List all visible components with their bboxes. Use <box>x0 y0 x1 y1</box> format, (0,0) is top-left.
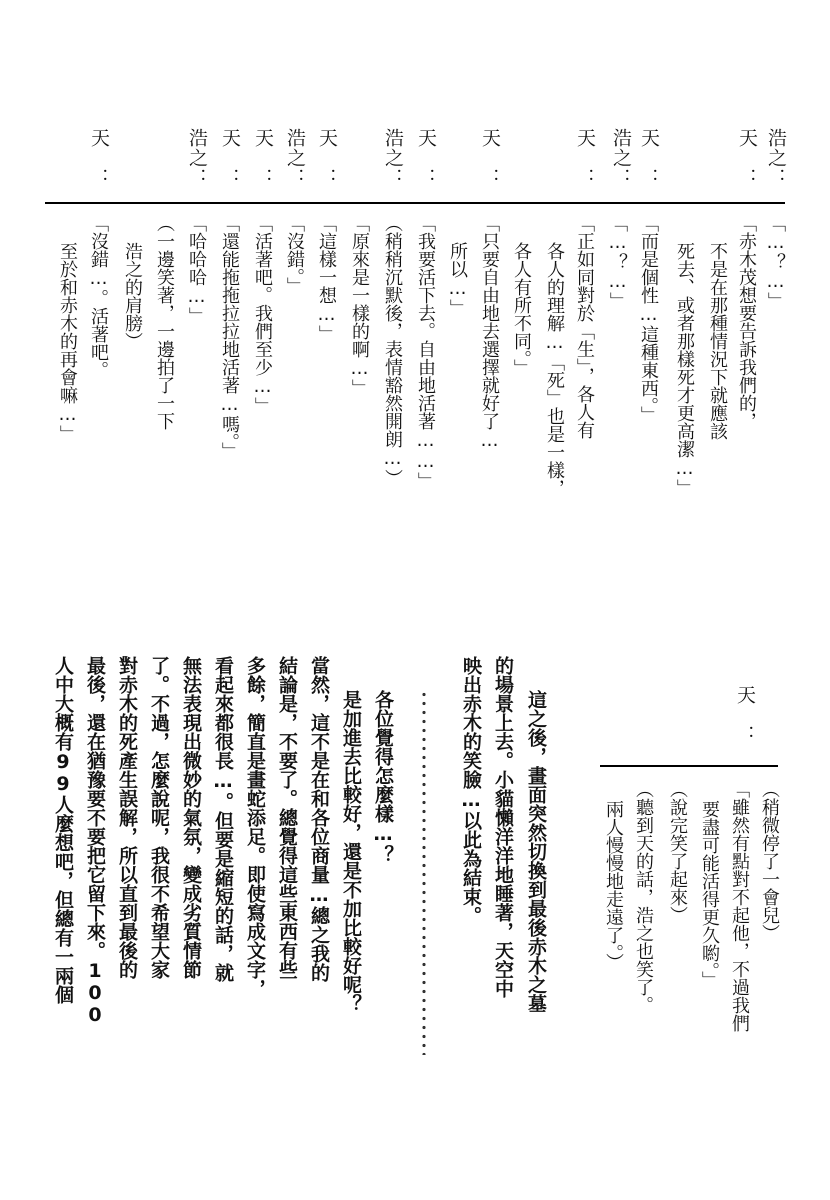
dialogue-line: 至於和赤木的再會嘛…」 <box>57 242 78 443</box>
dialogue-line: （稍微停了一會兒） <box>759 780 780 942</box>
speaker-label: 天 ： <box>316 128 338 188</box>
dialogue-line: 兩人慢慢地走遠了。） <box>603 800 624 971</box>
dialogue-line: 「活著吧。我們至少…」 <box>252 214 273 415</box>
essay-line: 是加進去比較好，還是不加比較好呢？ <box>340 690 362 1013</box>
dialogue-line: 浩之的肩膀） <box>122 242 143 350</box>
speaker-label: 浩之： <box>382 128 404 188</box>
essay-line: 這之後，畫面突然切換到最後赤木之墓 <box>525 690 547 1013</box>
dialogue-line: 「只要自由地去選擇就好了… <box>479 214 500 451</box>
essay-line: 當然，這不是在和各位商量…總之我的 <box>308 656 330 982</box>
dialogue-line: 「沒錯…。活著吧。 <box>88 214 109 379</box>
dotted-separator <box>421 690 427 1055</box>
speaker-label: 浩之： <box>765 128 787 188</box>
speaker-label: 天 ： <box>638 128 660 188</box>
dialogue-line: 「赤木茂想要告訴我們的， <box>736 214 757 430</box>
dialogue-line: 「這樣一想…」 <box>316 214 337 343</box>
dialogue-line: 「我要活下去。自由地活著……」 <box>415 214 436 490</box>
essay-line: 多餘，簡直是畫蛇添足。即使寫成文字， <box>244 656 266 998</box>
dialogue-line: （一邊笑著，一邊拍了一下 <box>154 214 175 430</box>
dialogue-line: 各人的理解…「死」也是一樣， <box>544 242 565 497</box>
dialogue-line: 要盡可能活得更久喲。」 <box>699 800 720 989</box>
essay-line: 無法表現出微妙的氣氛，變成劣質情節 <box>180 656 202 979</box>
essay-line: 人中大概有99人麼想吧，但總有一兩個 <box>52 656 74 1004</box>
dialogue-line: 「原來是一樣的啊…」 <box>349 214 370 397</box>
dialogue-line: （說完笑了起來） <box>667 780 688 924</box>
speaker-label: 天 ： <box>736 128 758 188</box>
speaker-label: 天 ： <box>252 128 274 188</box>
dialogue-line: 「而是個性…這種東西。」 <box>638 214 659 424</box>
dialogue-line: 所以…」 <box>447 242 468 317</box>
dialogue-line: （稍稍沉默後，表情豁然開朗…） <box>382 214 403 487</box>
essay-line: 了。不過，怎麼說呢，我很不希望大家 <box>148 656 170 979</box>
divider-line <box>45 202 785 204</box>
dialogue-line: 各人有所不同。」 <box>511 242 532 377</box>
essay-line: 映出赤木的笑臉…以此為結束。 <box>460 656 482 925</box>
essay-line: 看起來都很長…。但要是縮短的話，就 <box>212 656 234 982</box>
dialogue-line: 「還能拖拖拉拉地活著…嗎。」 <box>219 214 240 460</box>
essay-line: 對赤木的死產生誤解，所以直到最後的 <box>116 656 138 979</box>
speaker-label: 天 ： <box>734 685 756 745</box>
dialogue-line: 「沒錯。」 <box>284 214 305 295</box>
dialogue-line: （聽到天的話，浩之也笑了。 <box>633 780 654 1014</box>
speaker-label: 天 ： <box>88 128 110 188</box>
essay-line: 各位覺得怎麼樣…？ <box>372 690 394 864</box>
speaker-label: 天 ： <box>219 128 241 188</box>
dialogue-line: 「…？…」 <box>765 214 786 310</box>
dialogue-line: 死去、或者那樣死才更高潔…」 <box>674 242 695 497</box>
speaker-label: 天 ： <box>479 128 501 188</box>
essay-line: 最後，還在猶豫要不要把它留下來。100 <box>84 656 106 1026</box>
speaker-label: 天 ： <box>415 128 437 188</box>
speaker-label: 浩之： <box>186 128 208 188</box>
dialogue-line: 「…？…」 <box>607 214 628 310</box>
dialogue-line: 不是在那種情況下就應該 <box>707 242 728 440</box>
dialogue-line: 「雖然有點對不起他，不過我們 <box>729 780 750 1032</box>
dialogue-line: 「正如同對於「生」，各人有 <box>574 214 595 439</box>
dialogue-line: 「哈哈哈…」 <box>186 214 207 325</box>
speaker-label: 浩之： <box>610 128 632 188</box>
divider-line <box>600 765 778 767</box>
speaker-label: 天 ： <box>574 128 596 188</box>
speaker-label: 浩之： <box>284 128 306 188</box>
essay-line: 結論是，不要了。總覺得這些東西有些 <box>276 656 298 979</box>
essay-line: 的場景上去。小貓懶洋洋地睡著，天空中 <box>492 656 514 998</box>
